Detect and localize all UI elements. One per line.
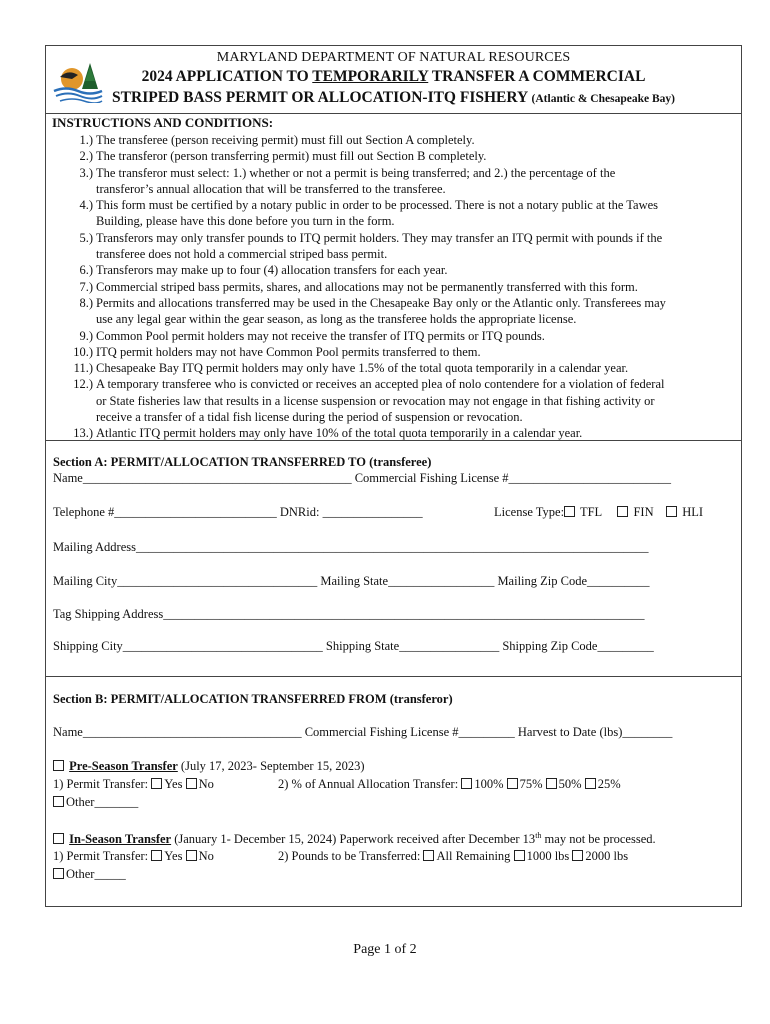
pre-other-checkbox[interactable] — [53, 796, 64, 807]
instruction-item — [52, 262, 736, 278]
instruction-number — [52, 181, 96, 197]
instruction-number: 2.) — [79, 149, 93, 164]
instruction-number: 3.) — [79, 165, 93, 180]
license-type-label: License Type: — [494, 505, 565, 519]
pre-season-heading: Pre-Season Transfer (July 17, 2023- September 15, 2023) — [53, 759, 365, 774]
instruction-text: Commercial striped bass permits, shares, and allocations may not be permanently transferred with this form. — [96, 279, 638, 294]
instruction-text: The transferor (person transferring permit) must fill out Section B completely. — [96, 149, 487, 164]
instruction-item — [52, 279, 736, 295]
pre-season-allocation-percent: 2) % of Annual Allocation Transfer: 100% 75% 50% 25% — [278, 777, 621, 791]
instruction-text: A temporary transferee who is convicted or receives an accepted plea of nolo contendere for a violation of federal — [96, 377, 665, 392]
in-season-pounds: 2) Pounds to be Transferred: All Remaining 1000 lbs 2000 lbs — [278, 849, 629, 863]
instructions-list — [52, 132, 736, 442]
section-a-title: Section A: PERMIT/ALLOCATION TRANSFERRED TO (transferee) — [53, 455, 432, 469]
instruction-number — [52, 213, 96, 229]
instruction-text: transferee does not hold a commercial striped bass permit. — [96, 247, 388, 262]
instruction-number: 4.) — [79, 198, 93, 213]
transferor-name-field[interactable]: Name___________________________________ Commercial Fishing License #_________ Harvest to Date (lbs)________ — [53, 725, 673, 739]
form-title-line2: STRIPED BASS PERMIT OR ALLOCATION-ITQ FISHERY (Atlantic & Chesapeake Bay) — [112, 89, 675, 106]
instruction-item — [52, 165, 736, 181]
instruction-item — [52, 344, 736, 360]
in-yes-checkbox[interactable] — [151, 850, 162, 861]
instruction-text: use any legal gear within the gear season, as long as the transferee holds the appropriate license. — [96, 312, 577, 327]
instruction-number: 7.) — [79, 279, 93, 294]
in-season-permit-transfer: 1) Permit Transfer: Yes No — [53, 849, 214, 863]
tfl-label: TFL — [579, 505, 602, 519]
instruction-number: 8.) — [79, 295, 93, 310]
license-type-group — [494, 505, 703, 520]
in-no-checkbox[interactable] — [186, 850, 197, 861]
instruction-text: Building, please have this done before you turn in the form. — [96, 214, 395, 229]
fin-label: FIN — [633, 505, 654, 519]
instruction-text: receive a transfer of a tidal fish license during the period of suspension or revocation. — [96, 410, 523, 425]
instruction-number: 11.) — [73, 361, 93, 376]
instruction-number — [52, 246, 96, 262]
instruction-item — [52, 197, 736, 213]
instruction-text: The transferee (person receiving permit) must fill out Section A completely. — [96, 133, 475, 147]
instruction-text: Chesapeake Bay ITQ permit holders may only have 1.5% of the total quota temporarily in a calendar year. — [96, 361, 629, 376]
instruction-number — [52, 393, 96, 409]
instruction-number: 5.) — [79, 230, 93, 245]
form-frame — [45, 45, 742, 907]
tag-shipping-address-field[interactable]: Tag Shipping Address_____________________________________________________________________________ — [53, 607, 645, 621]
pct-100-checkbox[interactable] — [461, 778, 472, 789]
pct-75-checkbox[interactable] — [507, 778, 518, 789]
page-number: Page 1 of 2 — [353, 942, 417, 957]
instruction-item — [52, 181, 736, 197]
pre-yes-checkbox[interactable] — [151, 778, 162, 789]
hli-checkbox[interactable] — [666, 506, 677, 517]
instruction-number: 1.) — [79, 133, 93, 147]
instruction-item — [52, 409, 736, 425]
instruction-text: ITQ permit holders may not have Common Pool permits transferred to them. — [96, 344, 481, 359]
lbs-1000-checkbox[interactable] — [514, 850, 525, 861]
mailing-city-state-zip-field[interactable]: Mailing City________________________________ Mailing State_________________ Mailing Zip Code__________ — [53, 574, 650, 588]
instruction-number: 12.) — [73, 377, 93, 392]
fin-checkbox[interactable] — [617, 506, 628, 517]
instruction-item — [52, 132, 736, 148]
instruction-item — [52, 213, 736, 229]
instruction-item — [52, 230, 736, 246]
mailing-address-field[interactable]: Mailing Address__________________________________________________________________________________ — [53, 540, 649, 554]
section-a — [46, 440, 741, 677]
hli-label: HLI — [682, 505, 704, 519]
instruction-text: This form must be certified by a notary public in order to be processed. There is not a notary public at the Tawes — [96, 198, 659, 213]
instruction-number — [52, 311, 96, 327]
instruction-text: Transferors may only transfer pounds to ITQ permit holders. They may transfer an ITQ permit with pounds if the — [96, 230, 663, 245]
instruction-text: or State fisheries law that results in a license suspension or revocation may not engage in that fishing activity or — [96, 393, 655, 408]
all-remaining-checkbox[interactable] — [423, 850, 434, 861]
in-season-heading: In-Season Transfer (January 1- December 15, 2024) Paperwork received after December 13th may not be processed. — [53, 831, 656, 847]
instruction-text: Permits and allocations transferred may be used in the Chesapeake Bay only or the Atlantic only. Transferees may — [96, 295, 666, 310]
pct-25-checkbox[interactable] — [585, 778, 596, 789]
instruction-text: Transferors may make up to four (4) allocation transfers for each year. — [96, 263, 448, 278]
instruction-item — [52, 376, 736, 392]
in-season-other: Other_____ — [53, 867, 126, 882]
instruction-item — [52, 328, 736, 344]
instruction-item — [52, 393, 736, 409]
agency-name: MARYLAND DEPARTMENT OF NATURAL RESOURCES — [216, 50, 571, 65]
instruction-number: 6.) — [79, 263, 93, 278]
pre-season-other: Other_______ — [53, 795, 138, 810]
section-b — [46, 676, 741, 908]
instruction-item — [52, 360, 736, 376]
transferee-name-field[interactable]: Name___________________________________________ Commercial Fishing License #__________________________ — [53, 471, 672, 485]
instruction-number — [52, 409, 96, 425]
lbs-2000-checkbox[interactable] — [572, 850, 583, 861]
instruction-item — [52, 246, 736, 262]
instruction-item — [52, 295, 736, 311]
instruction-number: 13.) — [73, 426, 93, 441]
in-season-checkbox[interactable] — [53, 833, 64, 844]
shipping-city-state-zip-field[interactable]: Shipping City________________________________ Shipping State________________ Shipping Zip Code_________ — [53, 639, 654, 653]
instruction-number: 9.) — [79, 328, 93, 343]
instruction-text: Common Pool permit holders may not receive the transfer of ITQ permits or ITQ pounds. — [96, 328, 545, 343]
form-header — [46, 46, 741, 114]
tfl-checkbox[interactable] — [564, 506, 575, 517]
instruction-text: The transferor must select: 1.) whether or not a permit is being transferred; and 2.) the percentage of the — [96, 165, 616, 180]
pre-season-checkbox[interactable] — [53, 760, 64, 771]
instruction-number: 10.) — [73, 344, 93, 359]
instruction-text: transferor’s annual allocation that will be transferred to the transferee. — [96, 181, 446, 196]
form-title-line1: 2024 APPLICATION TO TEMPORARILY TRANSFER A COMMERCIAL — [141, 68, 646, 85]
pre-no-checkbox[interactable] — [186, 778, 197, 789]
in-other-checkbox[interactable] — [53, 868, 64, 879]
section-b-title: Section B: PERMIT/ALLOCATION TRANSFERRED FROM (transferor) — [53, 692, 453, 706]
transferee-telephone-field[interactable]: Telephone #__________________________ DNRid: ________________ — [53, 505, 423, 519]
instructions-title: INSTRUCTIONS AND CONDITIONS: — [52, 115, 274, 130]
instructions-section — [46, 113, 741, 441]
instruction-item — [52, 148, 736, 164]
instruction-text: Atlantic ITQ permit holders may only have 10% of the total quota temporarily in a calendar year. — [96, 426, 583, 441]
pre-season-permit-transfer: 1) Permit Transfer: Yes No — [53, 777, 214, 791]
pct-50-checkbox[interactable] — [546, 778, 557, 789]
instruction-item — [52, 311, 736, 327]
